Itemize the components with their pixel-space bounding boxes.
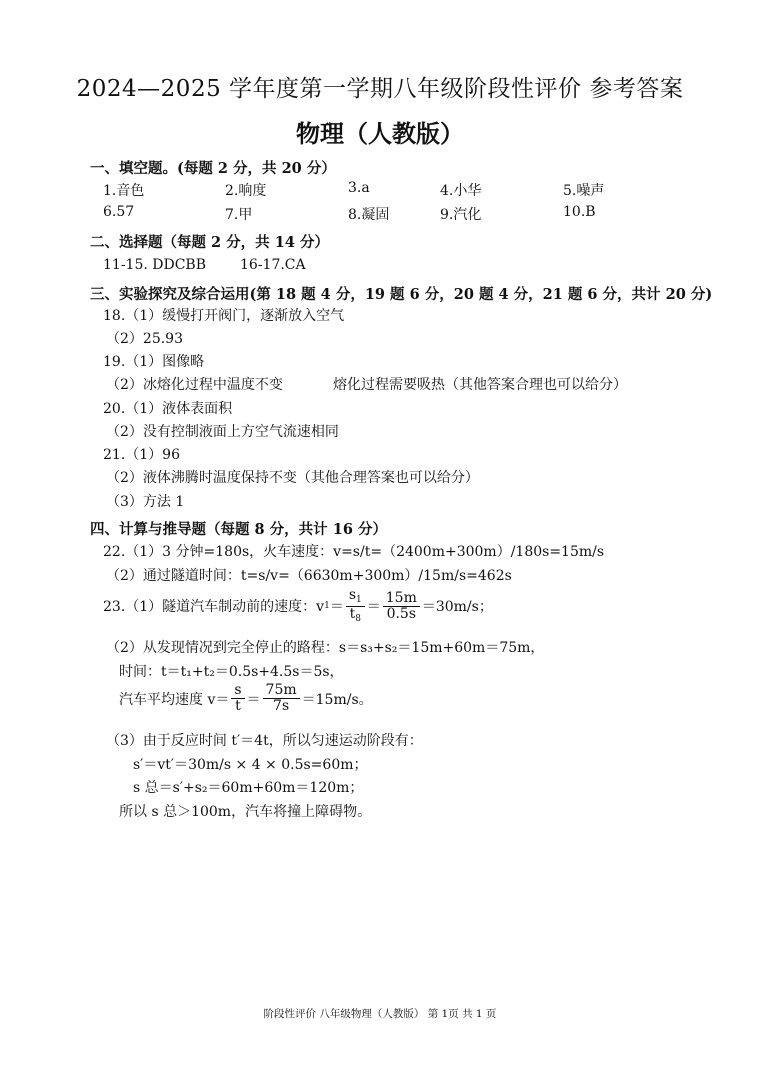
q22-part1: 22.（1）3 分钟=180s，火车速度：v=s/t=（2400m+300m）/180s=15m/s — [103, 544, 605, 560]
q19-part1: 19.（1）图像略 — [103, 354, 205, 370]
frac-denominator: 0.5s — [386, 605, 417, 622]
denominator-subscript: 8 — [355, 613, 361, 624]
q23-part3a: （3）由于反应时间 t′＝4t，所以匀速运动阶段有： — [106, 733, 423, 749]
fraction-s1-t8 — [346, 588, 365, 625]
frac-numerator: s — [348, 587, 357, 603]
q23-part3c: s 总＝s′+s₂＝60m+60m＝120m； — [133, 780, 364, 796]
numerator-subscript: 1 — [356, 595, 362, 605]
answer-9: 9.汽化 — [440, 207, 482, 223]
q21-part1: 21.（1）96 — [103, 447, 180, 463]
q23-part3d: 所以 s 总＞100m，汽车将撞上障碍物。 — [119, 804, 372, 820]
q21-part3: （3）方法 1 — [106, 494, 185, 510]
q23-part2b: 时间：t＝t₁+t₂＝0.5s+4.5s＝5s， — [119, 664, 344, 680]
q20-part2: （2）没有控制液面上方空气流速相同 — [106, 424, 339, 440]
q23-part1 — [103, 588, 493, 625]
answer-5: 5.噪声 — [563, 183, 605, 199]
answer-6: 6.57 — [103, 204, 135, 220]
q23-part1-result: ＝30m/s； — [421, 599, 493, 616]
equals-sign: ＝ — [366, 599, 381, 616]
section4-heading: 四、计算与推导题（每题 8 分，共计 16 分） — [90, 521, 387, 538]
q21-part2: （2）液体沸腾时温度保持不变（其他合理答案也可以给分） — [106, 470, 479, 486]
q22-part2: （2）通过隧道时间：t=s/v=（6630m+300m）/15m/s=462s — [106, 568, 512, 584]
q23-part2c — [119, 683, 373, 715]
equals-sign: ＝ — [246, 691, 261, 708]
answer-11-15: 11-15. DDCBB — [103, 257, 206, 273]
q23-part3b: s′＝vt′＝30m/s × 4 × 0.5s=60m； — [133, 757, 368, 773]
answer-4: 4.小华 — [440, 183, 482, 199]
q18-part2: （2）25.93 — [106, 331, 183, 347]
answer-1: 1.音色 — [103, 183, 145, 199]
q23-part1-prefix: 23.（1）隧道汽车制动前的速度：v — [103, 599, 325, 616]
frac-numerator: 15m — [383, 591, 420, 607]
section1-heading: 一、填空题。(每题 2 分，共 20 分） — [90, 160, 336, 177]
frac-denominator: t — [349, 605, 356, 622]
answer-7: 7.甲 — [225, 207, 253, 223]
fraction-15m-05s — [383, 591, 420, 623]
page-footer: 阶段性评价 八年级物理（人教版） 第 1页 共 1 页 — [263, 1008, 497, 1020]
frac-numerator: s — [231, 683, 244, 699]
q23-part2a: （2）从发现情况到完全停止的路程：s＝s₃+s₂＝15m+60m＝75m， — [106, 640, 545, 656]
frac-denominator: t — [235, 698, 241, 715]
section2-heading: 二、选择题（每题 2 分，共 14 分） — [90, 234, 329, 251]
fraction-s-t — [231, 683, 244, 715]
answer-2: 2.响度 — [225, 183, 267, 199]
q23-part2c-prefix: 汽车平均速度 v＝ — [119, 691, 230, 708]
q19-part2a: （2）冰熔化过程中温度不变 — [106, 377, 283, 393]
document-subtitle: 物理（人教版） — [296, 119, 464, 148]
q20-part1: 20.（1）液体表面积 — [103, 401, 233, 417]
frac-numerator: 75m — [263, 683, 300, 699]
q19-part2b: 熔化过程需要吸热（其他答案合理也可以给分） — [333, 377, 627, 393]
equals-sign: ＝ — [329, 599, 344, 616]
q18-part1: 18.（1）缓慢打开阀门，逐渐放入空气 — [103, 308, 345, 324]
section3-heading: 三、实验探究及综合运用(第 18 题 4 分，19 题 6 分，20 题 4 分，21 题 6 分，共计 20 分) — [90, 286, 713, 303]
q23-part2c-result: ＝15m/s。 — [301, 691, 373, 708]
answer-8: 8.凝固 — [348, 207, 390, 223]
answer-3: 3.a — [348, 180, 370, 196]
frac-denominator: 7s — [273, 698, 290, 715]
fraction-75m-7s — [263, 683, 300, 715]
answer-16-17: 16-17.CA — [240, 257, 306, 273]
document-title: 2024—2025 学年度第一学期八年级阶段性评价 参考答案 — [76, 76, 684, 102]
answer-10: 10.B — [563, 204, 596, 220]
v1-subscript: 1 — [324, 601, 330, 612]
